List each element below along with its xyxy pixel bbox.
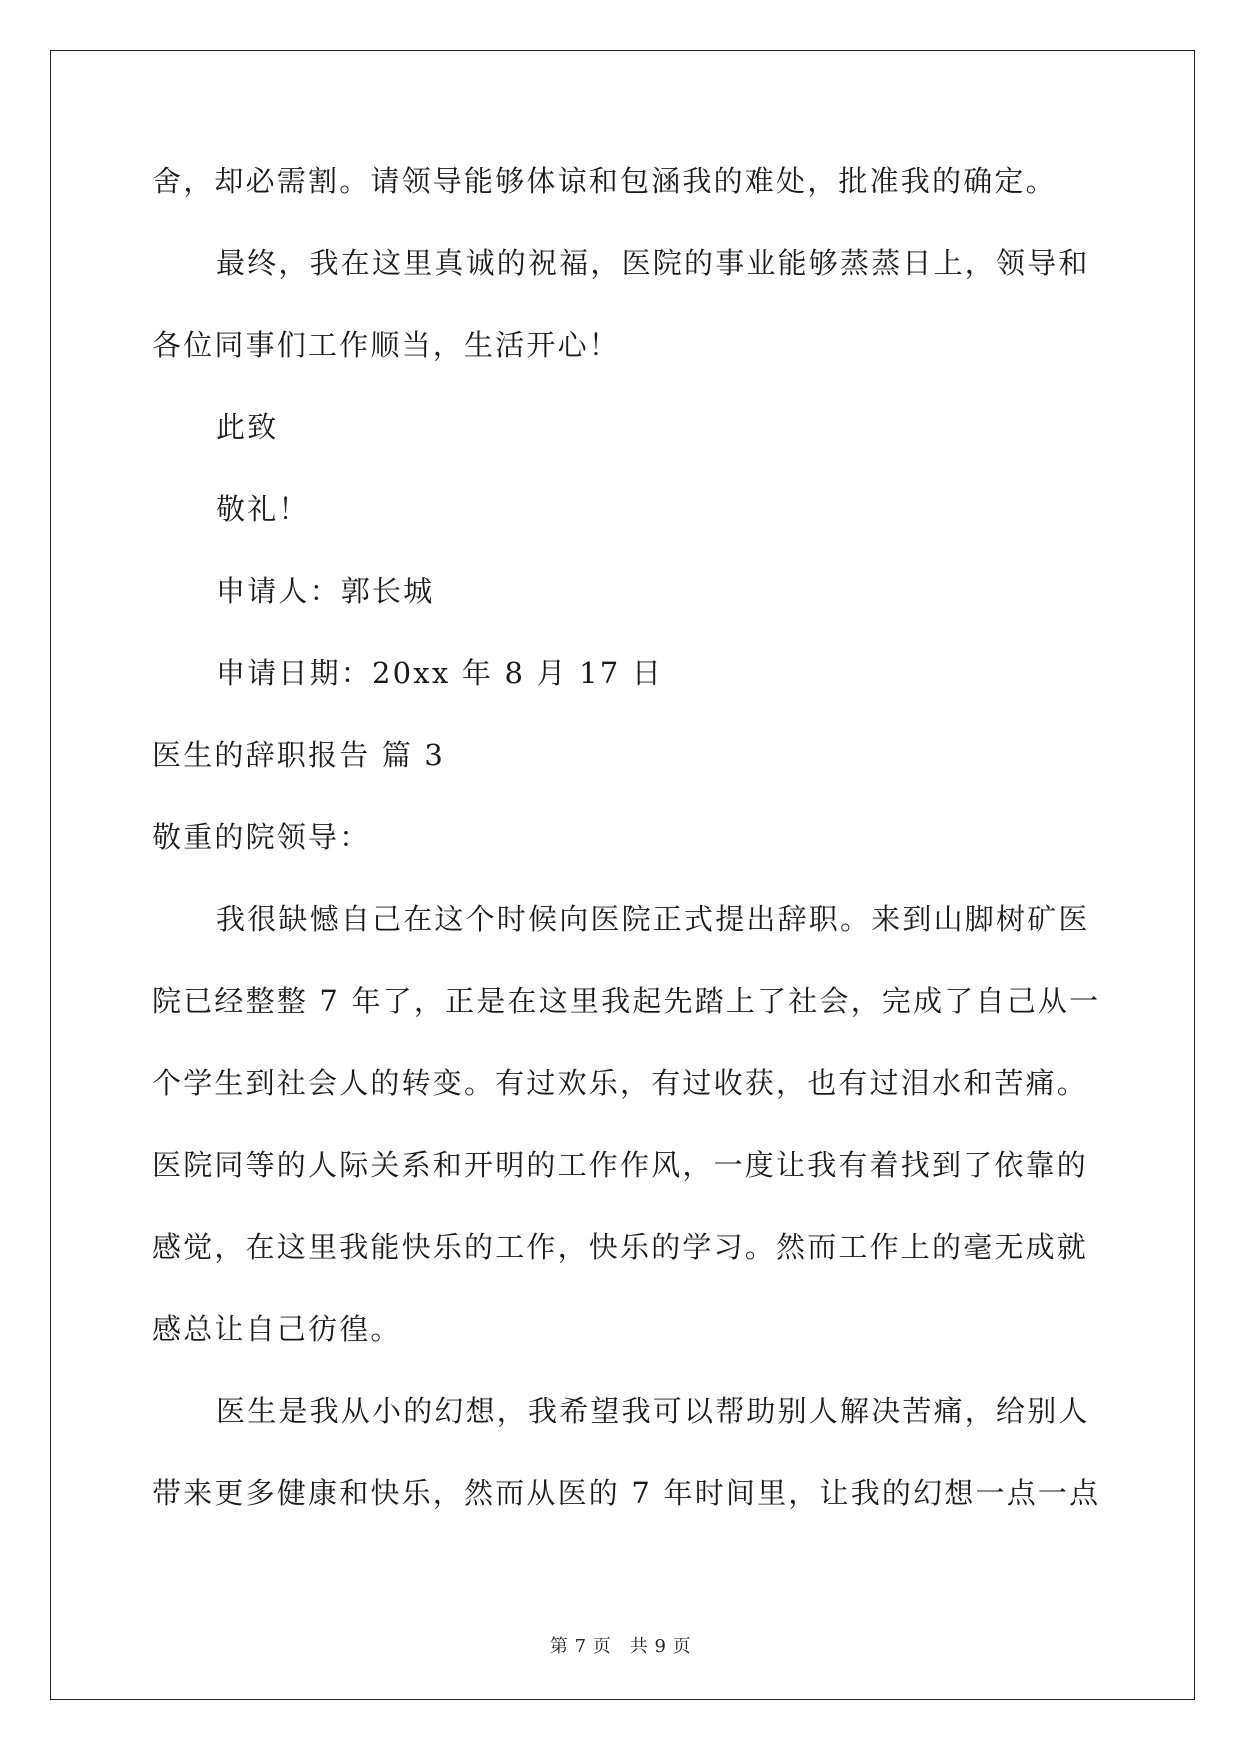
text-line: 带来更多健康和快乐，然而从医的 7 年时间里，让我的幻想一点一点 — [152, 1476, 1101, 1510]
text-line: 院已经整整 7 年了，正是在这里我起先踏上了社会，完成了自己从一 — [152, 984, 1101, 1018]
text-line: 舍，却必需割。请领导能够体谅和包涵我的难处，批准我的确定。 — [152, 164, 1057, 198]
applicant-name: 申请人：郭长城 — [216, 574, 435, 608]
text-line: 感觉，在这里我能快乐的工作，快乐的学习。然而工作上的毫无成就 — [152, 1230, 1089, 1264]
closing-salutation: 此致 — [216, 410, 279, 444]
greeting: 敬重的院领导： — [152, 820, 371, 854]
text-line: 最终，我在这里真诚的祝福，医院的事业能够蒸蒸日上，领导和 — [216, 246, 1090, 280]
text-line: 感总让自己彷徨。 — [152, 1312, 402, 1346]
text-line: 我很缺憾自己在这个时候向医院正式提出辞职。来到山脚树矿医 — [216, 902, 1090, 936]
closing-regards: 敬礼！ — [216, 492, 310, 526]
text-line: 个学生到社会人的转变。有过欢乐，有过收获，也有过泪水和苦痛。 — [152, 1066, 1089, 1100]
application-date: 申请日期：20xx 年 8 月 17 日 — [216, 656, 664, 690]
text-line: 医生是我从小的幻想，我希望我可以帮助别人解决苦痛，给别人 — [216, 1394, 1090, 1428]
text-line: 医院同等的人际关系和开明的工作作风，一度让我有着找到了依靠的 — [152, 1148, 1089, 1182]
text-line: 各位同事们工作顺当，生活开心！ — [152, 328, 621, 362]
document-body — [152, 163, 1101, 1557]
section-heading: 医生的辞职报告 篇 3 — [152, 738, 446, 772]
page-number-footer: 第 7 页 共 9 页 — [549, 1636, 692, 1657]
